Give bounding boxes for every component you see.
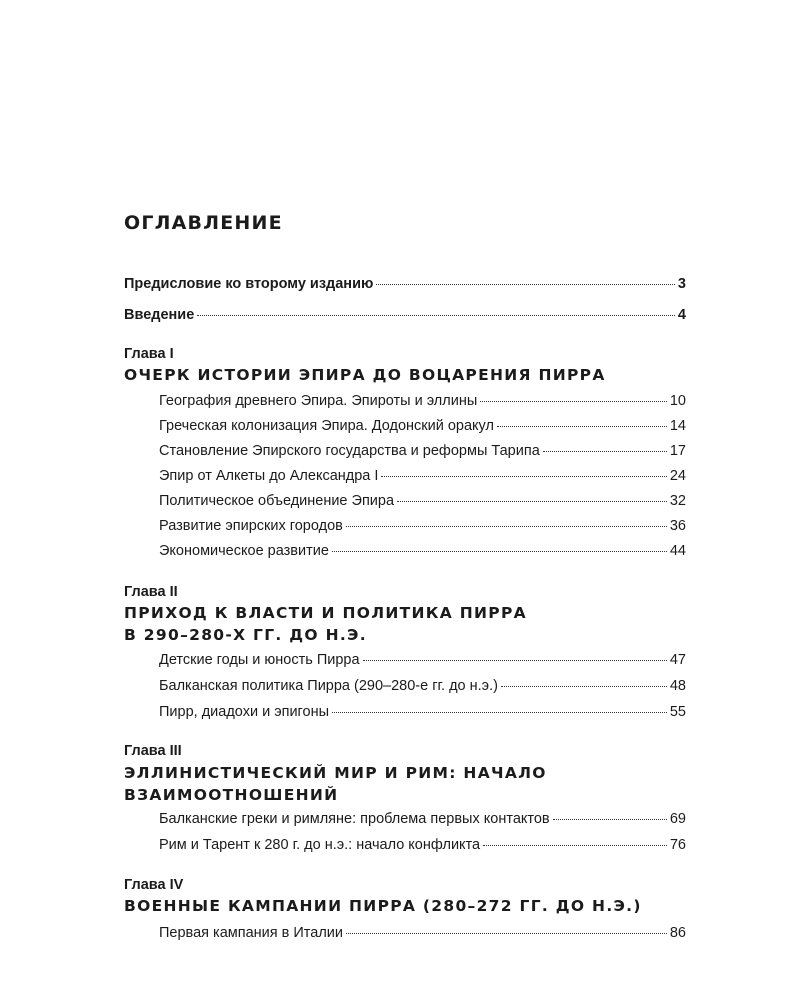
entry-label: Детские годы и юность Пирра: [159, 652, 360, 668]
entry-page-number: 86: [669, 925, 686, 941]
toc-entry[interactable]: [159, 443, 686, 459]
entry-label: Балканская политика Пирра (290–280-е гг. до н.э.): [159, 678, 498, 694]
leader-dots: [346, 933, 667, 934]
chapter-title-line: ОЧЕРК ИСТОРИИ ЭПИРА ДО ВОЦАРЕНИЯ ПИРРА: [124, 366, 606, 384]
chapter-1-title[interactable]: [124, 364, 686, 386]
toc-entry[interactable]: [159, 837, 686, 853]
entry-page-number: 76: [669, 837, 686, 853]
chapter-1-label: Глава I: [124, 346, 174, 362]
chapter-3-title[interactable]: [124, 762, 686, 806]
entry-page-number: 55: [669, 704, 686, 720]
toc-entry[interactable]: [159, 678, 686, 694]
leader-dots: [553, 819, 667, 820]
entry-page-number: 44: [669, 543, 686, 559]
entry-page-number: 3: [677, 276, 686, 292]
leader-dots: [483, 845, 667, 846]
toc-entry[interactable]: [159, 518, 686, 534]
leader-dots: [397, 501, 667, 502]
entry-label: География древнего Эпира. Эпироты и эллины: [159, 393, 478, 409]
entry-label: Пирр, диадохи и эпигоны: [159, 704, 330, 720]
chapter-4-label: Глава IV: [124, 877, 184, 893]
entry-label: Рим и Тарент к 280 г. до н.э.: начало конфликта: [159, 837, 481, 853]
leader-dots: [381, 476, 666, 477]
entry-page-number: 14: [669, 418, 686, 434]
leader-dots: [346, 526, 667, 527]
leader-dots: [363, 660, 667, 661]
toc-entry[interactable]: [159, 925, 686, 941]
leader-dots: [332, 551, 667, 552]
toc-entry[interactable]: [159, 811, 686, 827]
entry-page-number: 36: [669, 518, 686, 534]
leader-dots: [480, 401, 667, 402]
leader-dots: [376, 284, 675, 285]
toc-entry[interactable]: [159, 704, 686, 720]
entry-page-number: 32: [669, 493, 686, 509]
page-title: ОГЛАВЛЕНИЕ: [124, 212, 283, 234]
leader-dots: [543, 451, 667, 452]
leader-dots: [332, 712, 667, 713]
chapter-title-line: ПРИХОД К ВЛАСТИ И ПОЛИТИКА ПИРРА: [124, 604, 527, 622]
entry-label: Развитие эпирских городов: [159, 518, 343, 534]
toc-entry[interactable]: [159, 468, 686, 484]
toc-entry-preface[interactable]: [124, 276, 686, 292]
toc-entry[interactable]: [159, 543, 686, 559]
entry-page-number: 24: [669, 468, 686, 484]
leader-dots: [501, 686, 667, 687]
chapter-title-line: ВЗАИМООТНОШЕНИЙ: [124, 786, 339, 804]
chapter-title-line: В 290–280-Х ГГ. ДО Н.Э.: [124, 626, 367, 644]
toc-entry[interactable]: [159, 418, 686, 434]
entry-label: Эпир от Алкеты до Александра I: [159, 468, 379, 484]
toc-entry[interactable]: [159, 393, 686, 409]
chapter-4-title[interactable]: [124, 895, 686, 917]
entry-page-number: 10: [669, 393, 686, 409]
chapter-3-label: Глава III: [124, 743, 182, 759]
entry-page-number: 48: [669, 678, 686, 694]
entry-page-number: 47: [669, 652, 686, 668]
chapter-2-label: Глава II: [124, 584, 178, 600]
chapter-title-line: ВОЕННЫЕ КАМПАНИИ ПИРРА (280–272 ГГ. ДО Н.Э.): [124, 897, 642, 915]
entry-label: Балканские греки и римляне: проблема первых контактов: [159, 811, 550, 827]
entry-label: Первая кампания в Италии: [159, 925, 343, 941]
leader-dots: [197, 315, 675, 316]
entry-label: Греческая колонизация Эпира. Додонский оракул: [159, 418, 494, 434]
toc-entry[interactable]: [159, 652, 686, 668]
entry-label: Становление Эпирского государства и реформы Тарипа: [159, 443, 540, 459]
chapter-title-line: ЭЛЛИНИСТИЧЕСКИЙ МИР И РИМ: НАЧАЛО: [124, 764, 547, 782]
entry-label: Предисловие ко второму изданию: [124, 276, 374, 292]
entry-label: Введение: [124, 307, 195, 323]
leader-dots: [497, 426, 667, 427]
entry-page-number: 4: [677, 307, 686, 323]
toc-entry-introduction[interactable]: [124, 307, 686, 323]
toc-entry[interactable]: [159, 493, 686, 509]
chapter-2-title[interactable]: [124, 602, 686, 646]
entry-page-number: 69: [669, 811, 686, 827]
entry-label: Экономическое развитие: [159, 543, 329, 559]
entry-page-number: 17: [669, 443, 686, 459]
entry-label: Политическое объединение Эпира: [159, 493, 395, 509]
